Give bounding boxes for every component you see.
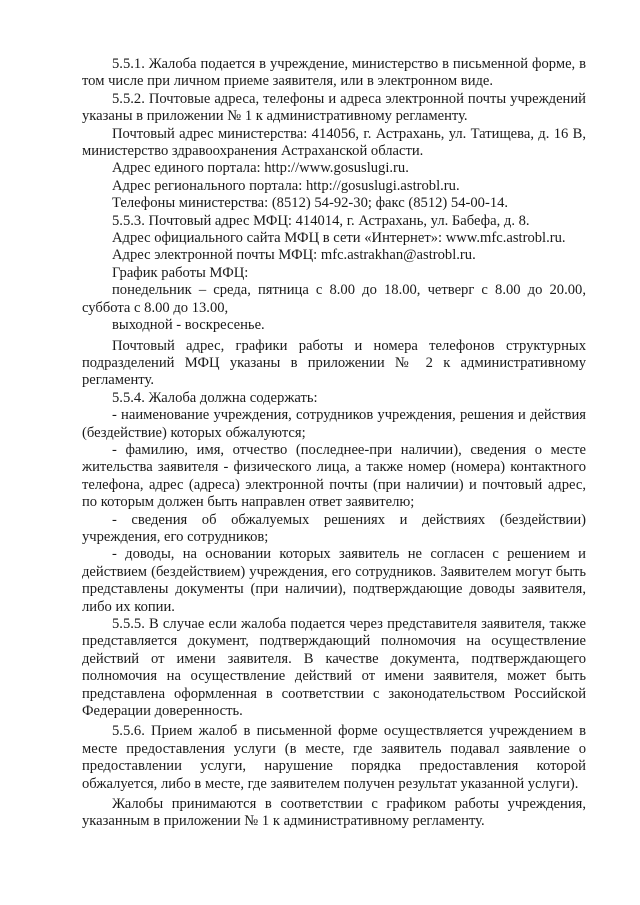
unified-portal-address: Адрес единого портала: http://www.gosuslugi.ru. [112, 160, 409, 177]
paragraph-5-5-2: 5.5.2. Почтовые адреса, телефоны и адреса электронной почты учреждений указаны в приложении № 1 к административному регламенту. [82, 90, 586, 125]
mfc-website-address: Адрес официального сайта МФЦ в сети «Интернет»: www.mfc.astrobl.ru. [112, 230, 566, 247]
paragraph-5-5-5: 5.5.5. В случае если жалоба подается через представителя заявителя, также представляется документ, подтверждающий полномочия на осуществление действий от имени заявителя. В качестве документа, подтверждающего полномочия на осуществление действий от имени заявителя, может быть представлена оформленная в соответствии с законодательством Российской Федерации доверенность. [82, 616, 586, 720]
paragraph-5-5-6: 5.5.6. Прием жалоб в письменной форме осуществляется учреждением в месте предоставления услуги (в месте, где заявитель подавал заявление о предоставлении услуги, нарушение порядка предоставления которой обжалуется, либо в месте, где заявителем получен результат указанной услуги). [82, 723, 586, 792]
mfc-schedule-heading: График работы МФЦ: [112, 264, 249, 281]
complaint-item-decisions: - сведения об обжалуемых решениях и действиях (бездействии) учреждения, его сотрудников; [82, 511, 586, 545]
mfc-schedule-weekdays: понедельник – среда, пятница с 8.00 до 18.00, четверг с 8.00 до 20.00, суббота с 8.00 до 13.00, [82, 282, 586, 316]
mfc-branches-info: Почтовый адрес, графики работы и номера телефонов структурных подразделений МФЦ указаны в приложении № 2 к административному регламенту. [82, 337, 586, 389]
regional-portal-address: Адрес регионального портала: http://gosuslugi.astrobl.ru. [112, 177, 460, 194]
paragraph-5-5-3: 5.5.3. Почтовый адрес МФЦ: 414014, г. Астрахань, ул. Бабефа, д. 8. [112, 212, 530, 229]
complaint-item-institution: - наименование учреждения, сотрудников учреждения, решения и действия (бездействие) которых обжалуются; [82, 407, 586, 441]
mfc-schedule-dayoff: выходной - воскресенье. [112, 317, 265, 334]
paragraph-5-5-1: 5.5.1. Жалоба подается в учреждение, министерство в письменной форме, в том числе при личном приеме заявителя, или в электронном виде. [82, 56, 586, 90]
ministry-phones: Телефоны министерства: (8512) 54-92-30; факс (8512) 54-00-14. [112, 195, 509, 212]
mfc-email-address: Адрес электронной почты МФЦ: mfc.astrakhan@astrobl.ru. [112, 247, 476, 264]
ministry-postal-address: Почтовый адрес министерства: 414056, г. Астрахань, ул. Татищева, д. 16 В, министерство здравоохранения Астраханской области. [82, 125, 586, 160]
closing-paragraph: Жалобы принимаются в соответствии с графиком работы учреждения, указанным в приложении № 1 к административному регламенту. [82, 796, 586, 830]
paragraph-5-5-4: 5.5.4. Жалоба должна содержать: [112, 389, 318, 406]
complaint-item-arguments: - доводы, на основании которых заявитель не согласен с решением и действием (бездействием) учреждения, его сотрудников. Заявителем могут быть представлены документы (при наличии), подтверждающие доводы заявителя, либо их копии. [82, 546, 586, 615]
complaint-item-applicant: - фамилию, имя, отчество (последнее-при наличии), сведения о месте жительства заявителя - физического лица, а также номер (номера) контактного телефона, адрес (адреса) электронной почты (при наличии) и почтовый адрес, по которым должен быть направлен ответ заявителю; [82, 441, 586, 511]
